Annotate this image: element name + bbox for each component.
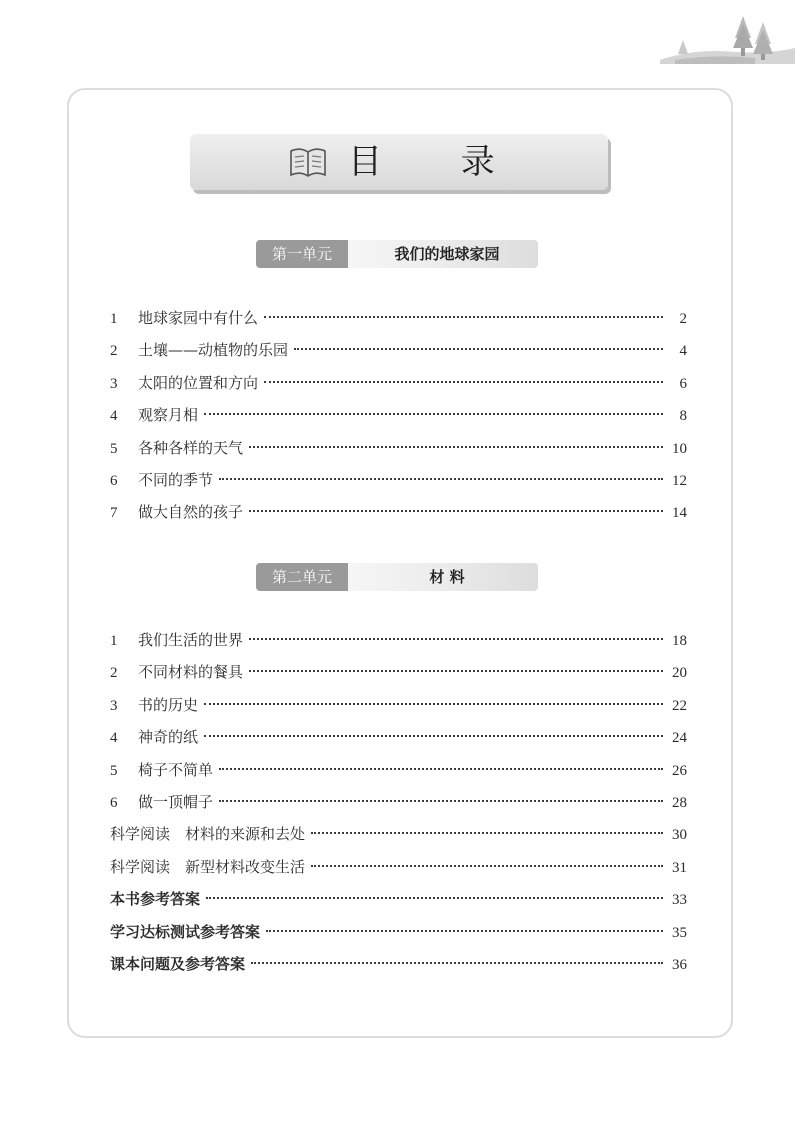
entry-title: 各种各样的天气 xyxy=(138,438,244,457)
dot-leader xyxy=(311,832,663,834)
entry-index: 5 xyxy=(110,762,118,779)
toc-entry-answers[interactable] xyxy=(110,883,687,915)
toc-entry-answers[interactable] xyxy=(110,948,687,980)
entry-index: 1 xyxy=(110,311,118,327)
entry-title: 地球家园中有什么 xyxy=(138,309,259,327)
unit-header-1 xyxy=(256,240,538,268)
entry-index: 2 xyxy=(110,665,118,682)
entry-page: 4 xyxy=(679,343,687,360)
entry-index: 5 xyxy=(110,440,118,457)
entry-page: 26 xyxy=(672,762,687,779)
entry-index: 7 xyxy=(110,505,118,522)
toc-unit-1 xyxy=(110,302,687,529)
entry-title: 椅子不简单 xyxy=(138,760,214,779)
toc-unit-2 xyxy=(110,624,687,980)
dot-leader xyxy=(249,638,663,640)
toc-entry-reading[interactable] xyxy=(110,851,687,883)
dot-leader xyxy=(219,800,663,802)
dot-leader xyxy=(251,962,663,964)
toc-entry[interactable] xyxy=(110,302,687,334)
entry-title: 学习达标测试参考答案 xyxy=(110,922,261,941)
toc-entry[interactable] xyxy=(110,786,687,818)
entry-index: 1 xyxy=(110,633,118,649)
entry-page: 18 xyxy=(672,633,687,649)
dot-leader xyxy=(264,381,663,383)
entry-title: 做大自然的孩子 xyxy=(138,503,244,522)
entry-page: 31 xyxy=(672,859,687,876)
entry-page: 30 xyxy=(672,827,687,844)
entry-page: 14 xyxy=(672,505,687,522)
dot-leader xyxy=(204,413,663,415)
entry-title: 科学阅读 材料的来源和去处 xyxy=(110,825,306,844)
toc-entry[interactable] xyxy=(110,496,687,528)
entry-title: 课本问题及参考答案 xyxy=(110,954,246,973)
page-title: 目 录 xyxy=(348,142,529,182)
toc-entry[interactable] xyxy=(110,464,687,496)
entry-page: 10 xyxy=(672,440,687,457)
entry-title: 观察月相 xyxy=(138,406,199,425)
unit-number: 第一单元 xyxy=(256,240,348,268)
dot-leader xyxy=(249,510,663,512)
entry-page: 6 xyxy=(679,375,687,392)
toc-entry[interactable] xyxy=(110,656,687,688)
unit-header-2 xyxy=(256,563,538,591)
entry-page: 8 xyxy=(679,408,687,425)
unit-number: 第二单元 xyxy=(256,563,348,591)
entry-title: 神奇的纸 xyxy=(138,728,199,747)
unit-name: 材 料 xyxy=(429,568,465,586)
entry-index: 2 xyxy=(110,343,118,360)
unit-name: 我们的地球家园 xyxy=(394,245,500,263)
entry-title: 土壤——动植物的乐园 xyxy=(138,341,289,360)
entry-page: 28 xyxy=(672,794,687,811)
dot-leader xyxy=(219,768,663,770)
entry-page: 20 xyxy=(672,665,687,682)
dot-leader xyxy=(294,348,663,350)
dot-leader xyxy=(249,446,663,448)
entry-index: 3 xyxy=(110,375,118,392)
toc-entry-answers[interactable] xyxy=(110,916,687,948)
dot-leader xyxy=(204,703,663,705)
entry-page: 36 xyxy=(672,956,687,973)
toc-entry[interactable] xyxy=(110,689,687,721)
dot-leader xyxy=(264,316,663,318)
entry-page: 35 xyxy=(672,924,687,941)
entry-page: 24 xyxy=(672,730,687,747)
entry-title: 不同材料的餐具 xyxy=(138,663,244,682)
toc-entry[interactable] xyxy=(110,334,687,366)
toc-entry-reading[interactable] xyxy=(110,818,687,850)
dot-leader xyxy=(206,897,663,899)
toc-entry[interactable] xyxy=(110,624,687,656)
entry-title: 书的历史 xyxy=(138,695,199,714)
entry-index: 6 xyxy=(110,794,118,811)
title-banner xyxy=(190,134,608,190)
dot-leader xyxy=(249,670,663,672)
entry-title: 本书参考答案 xyxy=(110,890,201,909)
toc-entry[interactable] xyxy=(110,432,687,464)
toc-entry[interactable] xyxy=(110,399,687,431)
entry-title: 科学阅读 新型材料改变生活 xyxy=(110,857,306,876)
toc-entry[interactable] xyxy=(110,367,687,399)
entry-index: 6 xyxy=(110,472,118,489)
dot-leader xyxy=(311,865,663,867)
entry-title: 我们生活的世界 xyxy=(138,631,244,649)
entry-index: 4 xyxy=(110,730,118,747)
entry-title: 太阳的位置和方向 xyxy=(138,373,259,392)
open-book-icon xyxy=(288,145,328,179)
dot-leader xyxy=(219,478,663,480)
dot-leader xyxy=(204,735,663,737)
entry-title: 做一顶帽子 xyxy=(138,792,214,811)
entry-index: 3 xyxy=(110,697,118,714)
entry-page: 22 xyxy=(672,697,687,714)
entry-index: 4 xyxy=(110,408,118,425)
entry-page: 33 xyxy=(672,892,687,909)
entry-page: 12 xyxy=(672,472,687,489)
toc-entry[interactable] xyxy=(110,721,687,753)
dot-leader xyxy=(266,930,663,932)
landscape-decoration xyxy=(655,8,800,68)
toc-entry[interactable] xyxy=(110,754,687,786)
entry-page: 2 xyxy=(679,311,687,327)
entry-title: 不同的季节 xyxy=(138,470,214,489)
